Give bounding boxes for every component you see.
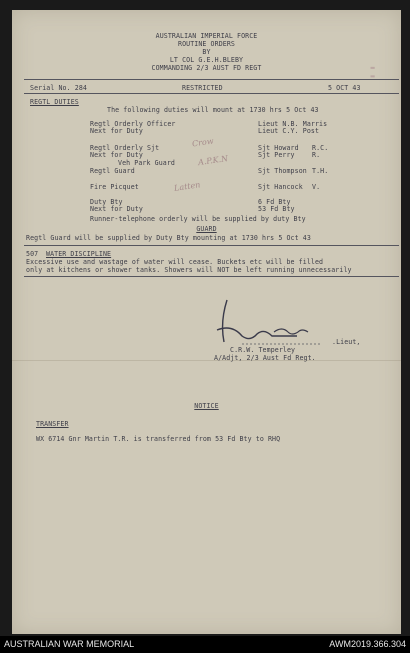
order-date: 5 OCT 43 (328, 84, 361, 92)
duty-role: Next for Duty (90, 151, 143, 159)
duty-name: 53 Fd Bty (258, 205, 295, 213)
water-text: only at kitchens or shower tanks. Showers will NOT be left running unnecessarily (26, 266, 352, 274)
duty-role: Regtl Orderly Sjt (90, 144, 160, 152)
header-orders: ROUTINE ORDERS (178, 40, 235, 48)
duty-name: Lieut C.Y. Post (258, 127, 320, 135)
header-commander: LT COL G.E.H.BLEBY (169, 56, 244, 64)
signature-image (202, 292, 332, 352)
header-force: AUSTRALIAN IMPERIAL FORCE (155, 32, 258, 40)
duty-role: Duty Bty (90, 198, 123, 206)
transfer-heading: TRANSFER (36, 420, 69, 428)
duty-name: Sjt Thompson (258, 167, 307, 175)
duty-role: Veh Park Guard (118, 159, 175, 167)
duties-intro: The following duties will mount at 1730 hrs 5 Oct 43 (107, 106, 319, 114)
duty-name: Sjt Perry (258, 151, 295, 159)
footer-institution: AUSTRALIAN WAR MEMORIAL (4, 639, 135, 649)
transfer-line: WX 6714 Gnr Martin T.R. is transferred from 53 Fd Bty to RHQ (36, 435, 281, 443)
header-unit: COMMANDING 2/3 AUST FD REGT (151, 64, 262, 72)
duty-initials: V. (312, 183, 321, 191)
duty-role: Regtl Orderly Officer (90, 120, 176, 128)
duty-initials: R.C. (312, 144, 329, 152)
duty-name: Lieut N.B. Marris (258, 120, 328, 128)
paper-fold (12, 360, 401, 361)
duty-role: Next for Duty (90, 127, 143, 135)
water-text: Excessive use and wastage of water will cease. Buckets etc will be filled (26, 258, 324, 266)
archive-footer (0, 636, 410, 653)
order-number: 507 (26, 250, 39, 258)
duty-initials: T.H. (312, 167, 329, 175)
divider (24, 79, 399, 80)
regtl-duties-heading: REGTL DUTIES (30, 98, 79, 106)
guard-note: Regtl Guard will be supplied by Duty Bty mounting at 1730 hrs 5 Oct 43 (26, 234, 311, 242)
signatory-name: C.R.W. Temperley (230, 346, 296, 354)
divider (24, 245, 399, 246)
guard-heading: GUARD (196, 225, 217, 233)
restricted-label: RESTRICTED (182, 84, 223, 92)
serial-number: Serial No. 284 (30, 84, 87, 92)
water-heading: WATER DISCIPLINE (46, 250, 112, 258)
signature-rank: .Lieut, (332, 338, 361, 346)
divider (24, 276, 399, 277)
duty-name: 6 Fd Bty (258, 198, 291, 206)
handwritten-note: A.P.K.N (197, 153, 229, 168)
footer-accession: AWM2019.366.304 (329, 639, 406, 649)
document-page (12, 10, 401, 634)
edge-stamp: ▮ ▮ (368, 65, 377, 79)
signatory-title: A/Adjt, 2/3 Aust Fd Regt. (214, 354, 316, 362)
header-by: BY (202, 48, 211, 56)
duty-initials: R. (312, 151, 321, 159)
duty-role: Regtl Guard (90, 167, 135, 175)
handwritten-note: Crow (191, 136, 215, 149)
duty-role: Next for Duty (90, 205, 143, 213)
handwritten-note: Latten (173, 180, 201, 193)
duty-name: Sjt Hancock (258, 183, 303, 191)
divider (24, 93, 399, 94)
runner-note: Runner-telephone orderly will be supplied by duty Bty (90, 215, 306, 223)
notice-heading: NOTICE (194, 402, 219, 410)
duty-role: Fire Picquet (90, 183, 139, 191)
duty-name: Sjt Howard (258, 144, 299, 152)
